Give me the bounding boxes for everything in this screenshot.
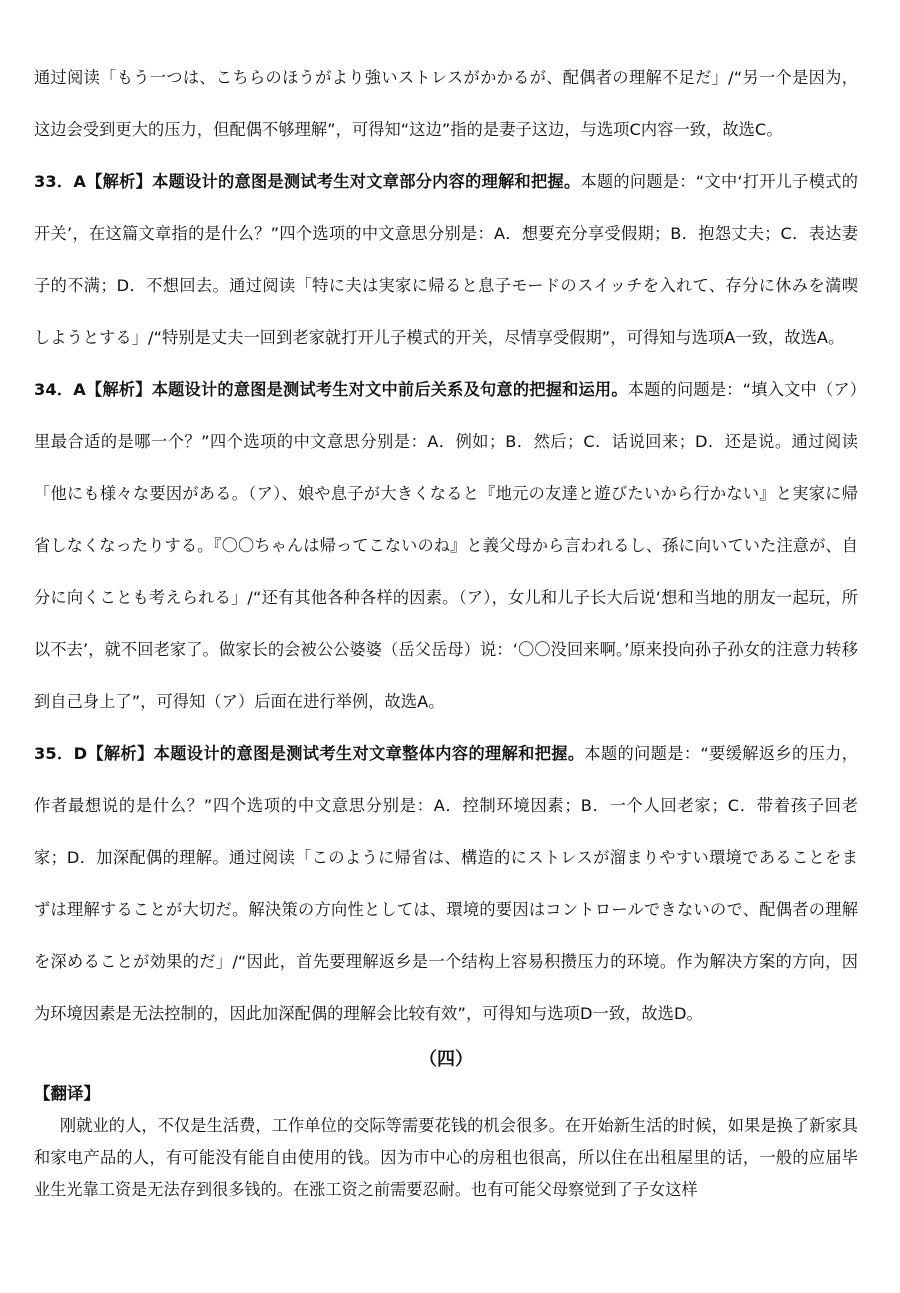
paragraph-34-text: 本题的问题是：“填入文中（ア）里最合适的是哪一个？”四个选项的中文意思分别是：A．例如；B．然后；C．话说回来；D．还是说。通过阅读「他にも様々な要因がある。（ア）、娘や息子が大きくなると『地元の友達と遊びたいから行かない』と実家に帰省しなくなったりする。『〇〇ちゃんは帰ってこないのね』と義父母から言われるし、孫に向いていた注意が、自分に向くことも考えられる」/“还有其他各种各样的因素。（ア），女儿和儿子长大后说‘想和当地的朋友一起玩，所以不去’，就不回老家了。做家长的会被公公婆婆（岳父岳母）说：‘〇〇没回来啊。’原来投向孙子孙女的注意力转移到自己身上了”，可得知（ア）后面在进行举例，故选A。 [34, 380, 858, 711]
paragraph-33-head: 33．A【解析】本题设计的意图是测试考生对文章部分内容的理解和把握。 [34, 172, 581, 191]
section-title: （四） [419, 1049, 473, 1070]
paragraph-35 [34, 728, 858, 1040]
paragraph-33-text: 本题的问题是：“文中‘打开儿子模式的开关’，在这篇文章指的是什么？”四个选项的中文意思分别是：A．想要充分享受假期；B．抱怨丈夫；C．表达妻子的不满；D．不想回去。通过阅读「特に夫は実家に帰ると息子モードのスイッチを入れて、存分に休みを満喫しようとする」/“特别是丈夫一回到老家就打开儿子模式的开关，尽情享受假期”，可得知与选项A一致，故选A。 [34, 172, 858, 347]
paragraph-32-text: 通过阅读「もう一つは、こちらのほうがより強いストレスがかかるが、配偶者の理解不足だ」/“另一个是因为，这边会受到更大的压力，但配偶不够理解”，可得知“这边”指的是妻子这边，与选项C内容一致，故选C。 [34, 68, 858, 139]
translation-text: 刚就业的人，不仅是生活费，工作单位的交际等需要花钱的机会很多。在开始新生活的时候，如果是换了新家具和家电产品的人，有可能没有能自由使用的钱。因为市中心的房租也很高，所以住在出租屋里的话，一般的应届毕业生光靠工资是无法存到很多钱的。在涨工资之前需要忍耐。也有可能父母察觉到了子女这样 [34, 1116, 858, 1199]
paragraph-35-text: 本题的问题是：“要缓解返乡的压力，作者最想说的是什么？”四个选项的中文意思分别是：A．控制环境因素；B．一个人回老家；C．带着孩子回老家；D．加深配偶的理解。通过阅读「このように帰省は、構造的にストレスが溜まりやすい環境であることをまずは理解することが大切だ。解決策の方向性としては、環境的要因はコントロールできないので、配偶者の理解を深めることが効果的だ」/“因此，首先要理解返乡是一个结构上容易积攒压力的环境。作为解决方案的方向，因为环境因素是无法控制的，因此加深配偶的理解会比较有效”，可得知与选项D一致，故选D。 [34, 744, 858, 1023]
translation-label: 【翻译】 [34, 1084, 100, 1103]
paragraph-33 [34, 156, 858, 364]
paragraph-32-continuation [34, 52, 858, 156]
paragraph-35-head: 35．D【解析】本题设计的意图是测试考生对文章整体内容的理解和把握。 [34, 744, 585, 763]
paragraph-34 [34, 364, 858, 728]
paragraph-34-head: 34．A【解析】本题设计的意图是测试考生对文中前后关系及句意的把握和运用。 [34, 380, 628, 399]
